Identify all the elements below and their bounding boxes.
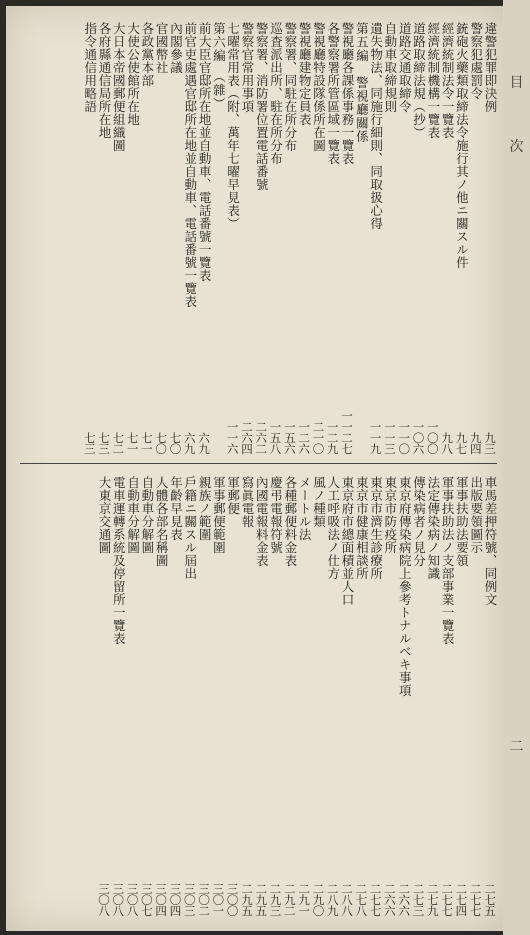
toc-entry: [225, 22, 239, 454]
entry-page-number: 二六四: [239, 421, 254, 454]
toc-entry: [254, 476, 268, 916]
entry-title: 大東京交通圖: [96, 476, 112, 554]
entry-page-number: 三〇二: [197, 883, 212, 916]
entry-page-number: 七三: [82, 432, 97, 454]
entry-title: 內國電報料金表: [254, 476, 270, 567]
entry-title: 警察官常用事項: [239, 22, 255, 113]
entry-title: 自動車分解圖: [139, 476, 155, 554]
entry-title: 軍郵便: [225, 476, 241, 515]
entry-title: 銃砲火藥類取締法令施行其ノ他ニ關スル件: [454, 22, 470, 269]
toc-entry: [468, 22, 482, 454]
entry-title: 自動車分解圖: [125, 476, 141, 554]
entry-page-number: 九八: [440, 432, 455, 454]
entry-title: 各警察署所管區域一覽表: [325, 22, 341, 165]
toc-entry: [297, 476, 311, 916]
entry-title: 自動車取締規則: [382, 22, 398, 113]
entry-page-number: 七二: [111, 432, 126, 454]
entry-title: 風ノ種類: [311, 476, 327, 528]
entry-page-number: 九三: [483, 432, 497, 454]
entry-page-number: 二七七: [468, 883, 483, 916]
entry-title: 東京府市總面積並人口: [340, 476, 356, 606]
entry-title: 警察署、同駐在所分布: [282, 22, 298, 152]
toc-entry: [211, 476, 225, 916]
toc-entry: [325, 476, 339, 916]
entry-title: 七曜常用表（附、萬年七曜早見表）: [225, 22, 241, 230]
toc-entry: [311, 22, 325, 454]
entry-page-number: 二六二: [254, 421, 269, 454]
toc-entry: [82, 22, 96, 454]
entry-page-number: 二九五: [254, 883, 269, 916]
entry-title: 警視廳各課係事務一覽表: [340, 22, 356, 165]
entry-title: 軍事扶助法ノ支部事業一覽表: [440, 476, 456, 645]
toc-entry: [440, 22, 454, 454]
toc-entry: [97, 476, 111, 916]
toc-entry: [383, 476, 397, 916]
divider-rule: [20, 463, 497, 464]
toc-entry: [168, 22, 182, 454]
toc-entry: [140, 476, 154, 916]
entry-page-number: 二九三: [268, 883, 283, 916]
toc-entry: [383, 22, 397, 454]
page-number: 二: [509, 739, 524, 755]
entry-title: 大日本帝國郵便組織圖: [111, 22, 127, 152]
toc-entry: [168, 476, 182, 916]
entry-title: 戶籍ニ關スル屆出: [182, 476, 198, 580]
page-margin: [503, 0, 530, 935]
entry-title: 親族ノ範圍: [197, 476, 213, 541]
entry-page-number: 三〇八: [96, 883, 111, 916]
entry-page-number: 二七七: [368, 883, 383, 916]
entry-title: 巡査派出所、駐在所分布: [268, 22, 284, 165]
entry-title: 各政黨本部: [139, 22, 155, 87]
entry-title: 車馬差押符號、同例文: [483, 476, 498, 606]
entry-page-number: 一一六: [225, 421, 240, 454]
entry-title: 各府縣通信局所在地: [96, 22, 112, 139]
entry-title: 第五編 警視廳關係: [354, 22, 370, 144]
toc-entry: [454, 476, 468, 916]
toc-entry: [411, 476, 425, 916]
entry-title: 人工呼吸法ノ仕方: [325, 476, 341, 580]
margin-heading-char: 次: [509, 139, 524, 155]
entry-title: 軍事扶助法要領: [454, 476, 470, 567]
entry-page-number: 一一三: [382, 421, 397, 454]
entry-page-number: 一五八: [268, 421, 283, 454]
toc-entry: [254, 22, 268, 454]
entry-page-number: 三〇七: [139, 883, 154, 916]
entry-title: 內閣參議: [168, 22, 184, 74]
entry-page-number: 三〇〇: [225, 883, 240, 916]
entry-title: 前大臣官邸所在地並自動車、電話番號一覽表: [197, 22, 213, 282]
entry-title: メートル法: [297, 476, 313, 541]
entry-title: 軍事郵便範圍: [211, 476, 227, 554]
entry-page-number: 一五六: [282, 421, 297, 454]
entry-title: 警視廳特設隊係所在圖: [311, 22, 327, 152]
toc-entry: [354, 476, 368, 916]
entry-page-number: 二一〇: [311, 421, 326, 454]
entry-page-number: 二八八: [340, 883, 355, 916]
toc-entry: [197, 22, 211, 454]
entry-page-number: 三〇三: [182, 883, 197, 916]
section-heading: [354, 22, 368, 454]
entry-title: 經濟統制法令一覽表: [440, 22, 456, 139]
entry-title: 法定傳染病ノ知識: [425, 476, 441, 580]
toc-entry: [197, 476, 211, 916]
toc-entry: [454, 22, 468, 454]
entry-title: 寫眞電報: [239, 476, 255, 528]
toc-entry: [283, 22, 297, 454]
toc-entry: [397, 22, 411, 454]
entry-title: 大使公使館所在地: [125, 22, 141, 126]
entry-page-number: 二七八: [354, 883, 369, 916]
toc-entry: [240, 22, 254, 454]
toc-entry: [154, 22, 168, 454]
entry-page-number: 二八九: [325, 883, 340, 916]
entry-title: 警察署、消防署位置電話番號: [254, 22, 270, 191]
entry-page-number: 一〇六: [411, 421, 426, 454]
entry-page-number: 六九: [182, 432, 197, 454]
margin-heading-char: 目: [509, 75, 524, 91]
entry-page-number: 二九一: [297, 883, 312, 916]
toc-entry: [125, 476, 139, 916]
entry-page-number: 二七九: [425, 883, 440, 916]
entry-page-number: 六九: [197, 432, 212, 454]
entry-title: 警察犯處罰令: [468, 22, 484, 100]
toc-entry: [297, 22, 311, 454]
toc-entry: [268, 22, 282, 454]
entry-title: 電車運轉系統及停留所一覽表: [111, 476, 127, 645]
toc-entry: [340, 476, 354, 916]
entry-page-number: 二九五: [239, 883, 254, 916]
entry-page-number: 二七五: [483, 883, 497, 916]
entry-page-number: 二六六: [382, 883, 397, 916]
entry-title: 指令通信用略語: [82, 22, 98, 113]
entry-page-number: 九四: [468, 432, 483, 454]
entry-page-number: 九七: [454, 432, 469, 454]
entry-title: 東京市防疫所: [382, 476, 398, 554]
entry-page-number: 一一九: [368, 421, 383, 454]
toc-entry: [125, 22, 139, 454]
entry-page-number: 二九〇: [311, 883, 326, 916]
entry-title: 第六編 （雜）: [211, 22, 227, 111]
toc-entry: [111, 476, 125, 916]
toc-entry: [268, 476, 282, 916]
section-heading: [211, 22, 225, 454]
entry-page-number: 七一: [125, 432, 140, 454]
toc-entry: [368, 22, 382, 454]
entry-page-number: 二七三: [411, 883, 426, 916]
entry-page-number: 七三: [96, 432, 111, 454]
entry-title: 警視廳建物定員表: [297, 22, 313, 126]
toc-entry: [240, 476, 254, 916]
toc-entry: [483, 476, 497, 916]
entry-page-number: 三〇一: [211, 883, 226, 916]
toc-entry: [182, 476, 196, 916]
toc-entry: [411, 22, 425, 454]
toc-entry: [140, 22, 154, 454]
toc-entry: [111, 22, 125, 454]
entry-title: 年齡早見表: [168, 476, 184, 541]
entry-page-number: 七〇: [168, 432, 183, 454]
toc-page: [6, 6, 503, 931]
entry-title: 東京市健康相談所: [354, 476, 370, 580]
entry-page-number: 一一二七: [340, 410, 355, 454]
toc-entry: [340, 22, 354, 454]
toc-entry: [397, 476, 411, 916]
toc-entry: [182, 22, 196, 454]
entry-page-number: 三〇四: [154, 883, 169, 916]
entry-page-number: 三〇四: [168, 883, 183, 916]
entry-page-number: 一〇〇: [425, 421, 440, 454]
entry-title: 慶弔電報符號: [268, 476, 284, 554]
toc-entry: [468, 476, 482, 916]
entry-title: 東京府傳染病院上參考トナルベキ事項: [397, 476, 413, 697]
toc-bottom-half: [20, 476, 497, 916]
entry-title: 出版要領圖示: [468, 476, 484, 554]
toc-entry: [325, 22, 339, 454]
entry-page-number: 七〇: [154, 432, 169, 454]
entry-title: 道路取締法規（抄）: [411, 22, 427, 139]
entry-title: 違警犯罪即決例: [483, 22, 498, 113]
toc-entry: [440, 476, 454, 916]
entry-title: 人體各部名稱圖: [154, 476, 170, 567]
entry-page-number: 二七七: [440, 883, 455, 916]
entry-page-number: 一一〇: [397, 421, 412, 454]
entry-title: 經濟統制機構一覽表: [425, 22, 441, 139]
entry-title: 各種郵便料金表: [282, 476, 298, 567]
toc-entry: [154, 476, 168, 916]
entry-title: 官國幣社: [154, 22, 170, 74]
toc-entry: [483, 22, 497, 454]
toc-entry: [97, 22, 111, 454]
toc-entry: [426, 476, 440, 916]
entry-page-number: 二七四: [454, 883, 469, 916]
entry-title: 傳染病者ノ見分: [411, 476, 427, 567]
entry-page-number: 三〇八: [111, 883, 126, 916]
entry-page-number: 三〇八: [125, 883, 140, 916]
entry-title: 道路交通取締令: [397, 22, 413, 113]
entry-page-number: 二九二: [282, 883, 297, 916]
toc-top-half: [20, 22, 497, 454]
entry-title: 遺失物法、同施行細則、同取扱心得: [368, 22, 384, 230]
toc-entry: [311, 476, 325, 916]
entry-page-number: 二六六: [397, 883, 412, 916]
entry-title: 前官吏處遇官邸所在地並自動車、電話番號一覽表: [182, 22, 198, 308]
toc-entry: [225, 476, 239, 916]
toc-entry: [283, 476, 297, 916]
toc-entry: [368, 476, 382, 916]
entry-title: 東京市濟生診療所: [368, 476, 384, 580]
entry-page-number: 七一: [139, 432, 154, 454]
entry-page-number: 一二六: [297, 421, 312, 454]
entry-page-number: 一二九: [325, 421, 340, 454]
toc-entry: [426, 22, 440, 454]
